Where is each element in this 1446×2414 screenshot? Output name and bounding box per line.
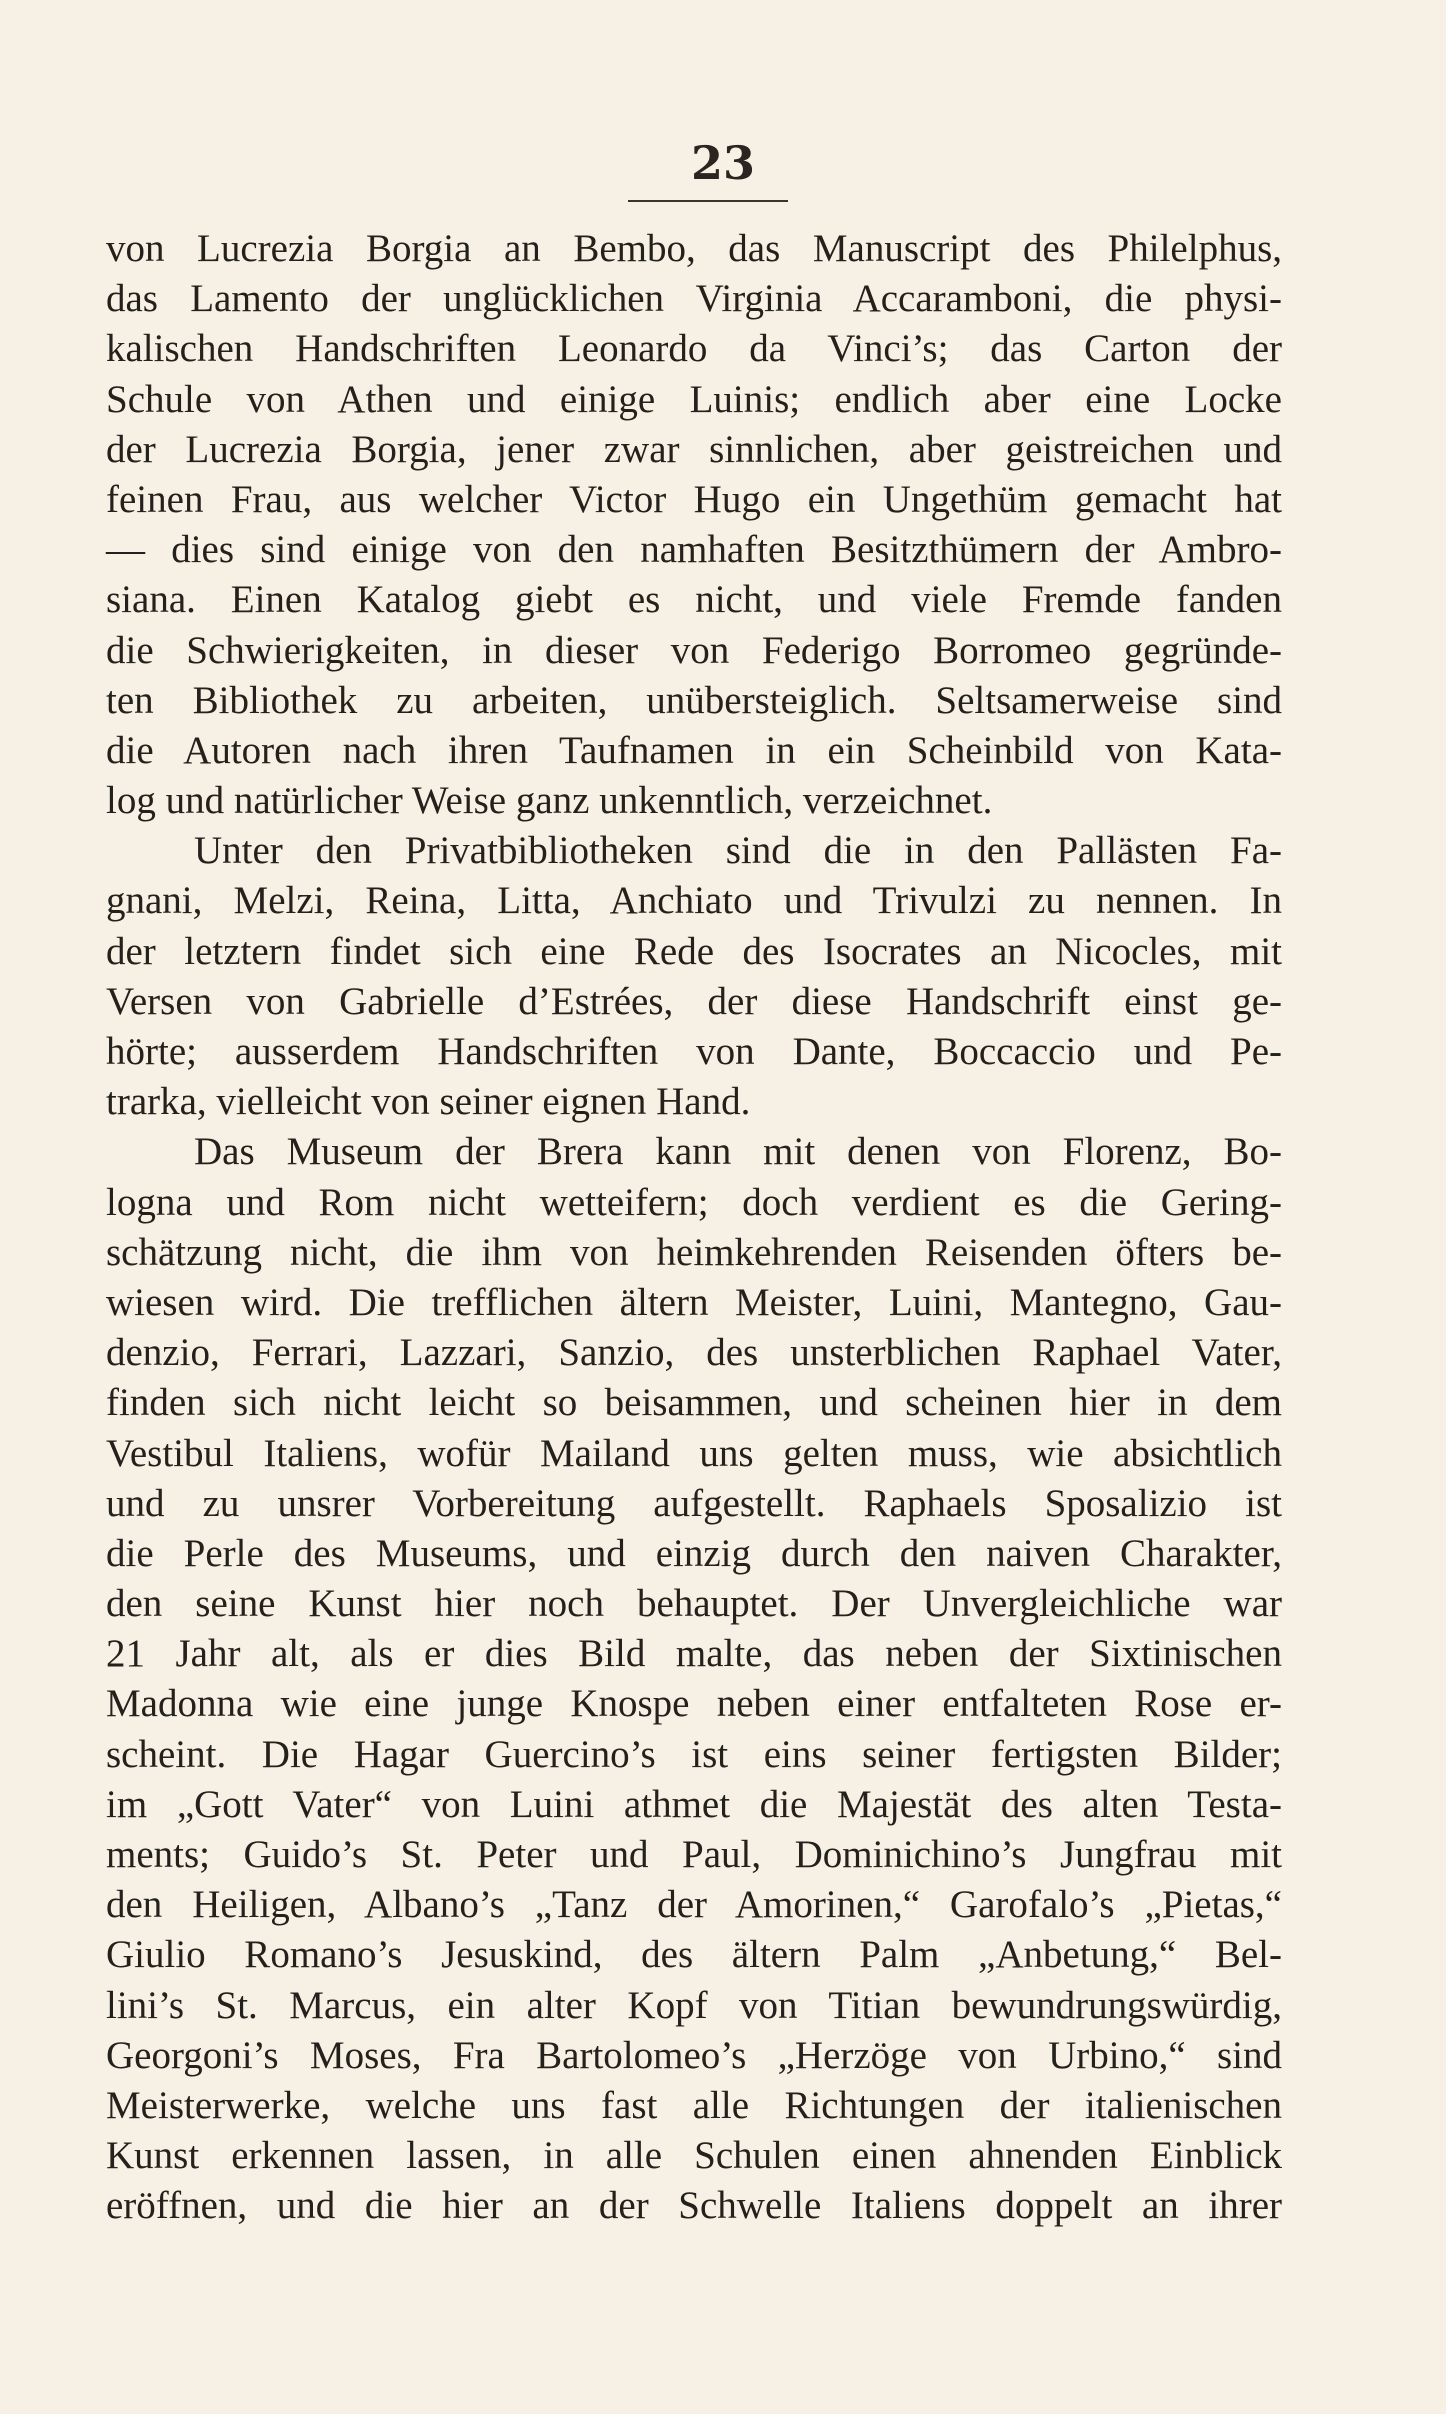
text-line: die Autoren nach ihren Taufnamen in ein Scheinbild von Kata-: [106, 728, 1282, 772]
text-line: Giulio Romano’s Jesuskind, des ältern Palm „Anbetung,“ Bel-: [106, 1933, 1282, 1977]
text-line: 21 Jahr alt, als er dies Bild malte, das neben der Sixtinischen: [106, 1632, 1282, 1676]
text-line: trarka, vielleicht von seiner eignen Hand.: [106, 1080, 751, 1124]
text-line: den seine Kunst hier noch behauptet. Der Unvergleichliche war: [106, 1582, 1282, 1626]
text-line: finden sich nicht leicht so beisammen, und scheinen hier in dem: [106, 1381, 1282, 1425]
text-line: Schule von Athen und einige Luinis; endlich aber eine Locke: [106, 377, 1282, 421]
text-line: eröffnen, und die hier an der Schwelle Italiens doppelt an ihrer: [106, 2184, 1282, 2228]
text-line: logna und Rom nicht wetteifern; doch verdient es die Gering-: [106, 1180, 1282, 1224]
text-line: im „Gott Vater“ von Luini athmet die Majestät des alten Testa-: [106, 1782, 1282, 1826]
text-line: Vestibul Italiens, wofür Mailand uns gelten muss, wie absichtlich: [106, 1431, 1282, 1475]
text-line: Unter den Privatbibliotheken sind die in den Pallästen Fa-: [194, 829, 1282, 873]
text-line: wiesen wird. Die trefflichen ältern Meister, Luini, Mantegno, Gau-: [106, 1280, 1282, 1324]
text-line: und zu unsrer Vorbereitung aufgestellt. Raphaels Sposalizio ist: [106, 1481, 1282, 1525]
text-line: ten Bibliothek zu arbeiten, unübersteiglich. Seltsamerweise sind: [106, 678, 1282, 722]
text-line: hörte; ausserdem Handschriften von Dante, Boccaccio und Pe-: [106, 1030, 1282, 1073]
text-line: Das Museum der Brera kann mit denen von Florenz, Bo-: [194, 1130, 1282, 1174]
text-line: die Schwierigkeiten, in dieser von Federigo Borromeo gegründe-: [106, 628, 1282, 672]
page-number-rule: [628, 200, 788, 202]
text-line: kalischen Handschriften Leonardo da Vinci’s; das Carton der: [106, 327, 1282, 371]
text-line: lini’s St. Marcus, ein alter Kopf von Titian bewundrungswürdig,: [106, 1983, 1282, 2027]
text-line: der Lucrezia Borgia, jener zwar sinnlichen, aber geistreichen und: [106, 427, 1282, 471]
text-line: Kunst erkennen lassen, in alle Schulen einen ahnenden Einblick: [106, 2134, 1282, 2178]
text-line: feinen Frau, aus welcher Victor Hugo ein Ungethüm gemacht hat: [106, 477, 1282, 521]
text-line: gnani, Melzi, Reina, Litta, Anchiato und Trivulzi zu nennen. In: [106, 879, 1282, 923]
text-line: schätzung nicht, die ihm von heimkehrenden Reisenden öfters be-: [106, 1230, 1282, 1274]
text-line: den Heiligen, Albano’s „Tanz der Amorinen,“ Garofalo’s „Pietas,“: [106, 1883, 1282, 1927]
text-line: Georgoni’s Moses, Fra Bartolomeo’s „Herzöge von Urbino,“ sind: [106, 2033, 1282, 2077]
body-text: [106, 224, 1282, 2232]
text-line: log und natürlicher Weise ganz unkenntlich, verzeichnet.: [106, 779, 993, 823]
text-line: das Lamento der unglücklichen Virginia Accaramboni, die physi-: [106, 277, 1282, 321]
text-line: Versen von Gabrielle d’Estrées, der diese Handschrift einst ge-: [106, 979, 1282, 1023]
text-line: Meisterwerke, welche uns fast alle Richtungen der italienischen: [106, 2083, 1282, 2127]
text-line: Madonna wie eine junge Knospe neben einer entfalteten Rose er-: [106, 1682, 1282, 1726]
page-number: 23: [690, 136, 755, 190]
text-line: ments; Guido’s St. Peter und Paul, Dominichino’s Jungfrau mit: [106, 1833, 1282, 1876]
text-line: siana. Einen Katalog giebt es nicht, und viele Fremde fanden: [106, 578, 1282, 622]
text-line: denzio, Ferrari, Lazzari, Sanzio, des unsterblichen Raphael Vater,: [106, 1331, 1282, 1375]
text-line: der letztern findet sich eine Rede des Isocrates an Nicocles, mit: [106, 929, 1282, 973]
text-line: von Lucrezia Borgia an Bembo, das Manuscript des Philelphus,: [106, 227, 1282, 270]
text-line: scheint. Die Hagar Guercino’s ist eins seiner fertigsten Bilder;: [106, 1732, 1282, 1776]
text-line: die Perle des Museums, und einzig durch den naiven Charakter,: [106, 1531, 1282, 1575]
text-line: — dies sind einige von den namhaften Besitzthümern der Ambro-: [106, 528, 1282, 572]
